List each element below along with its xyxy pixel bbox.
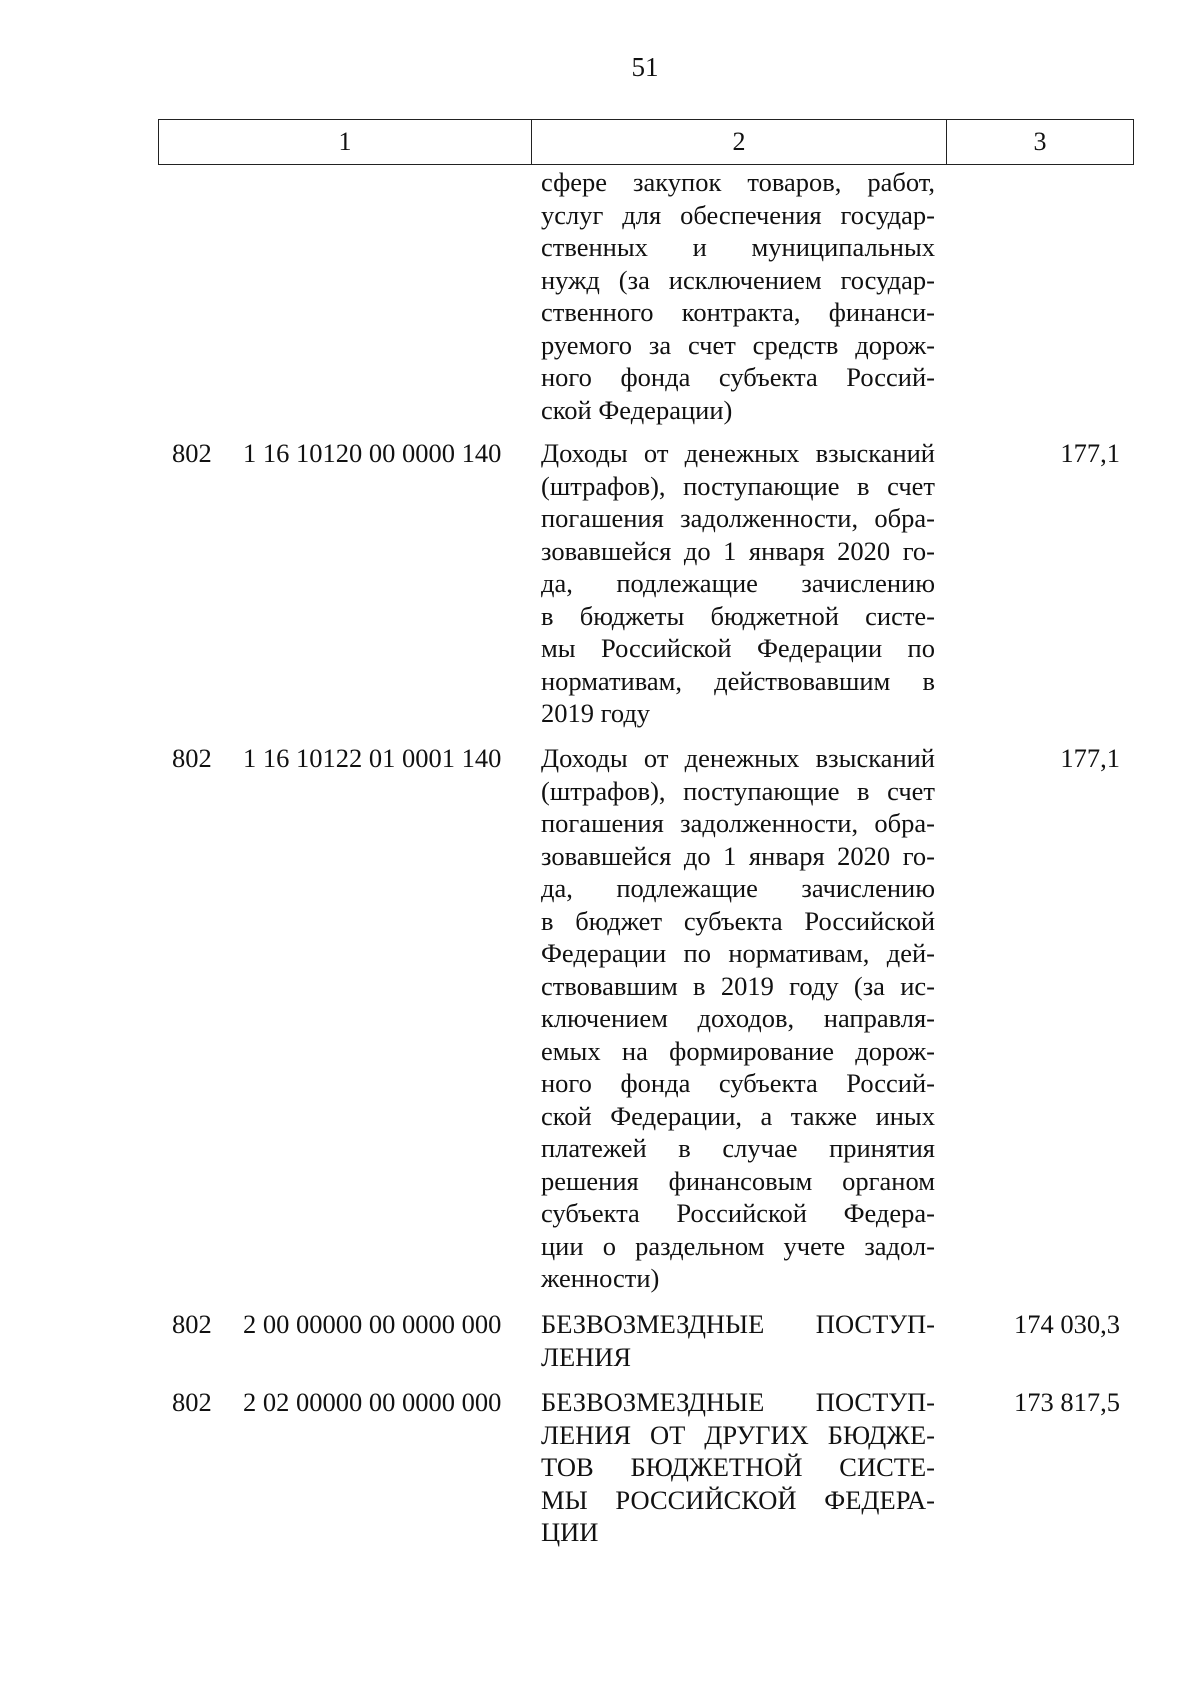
text-line: 2019 году [541,698,651,728]
admin-code: 802 [172,438,212,468]
amount: 177,1 [1060,743,1120,773]
text-line: ской Федерации, а также иных [541,1100,935,1131]
row-description [541,437,935,730]
text-line: ственных и муниципальных [541,232,935,262]
text-line: решения финансовым органом [541,1165,935,1196]
text-line: зовавшейся до 1 января 2020 го- [541,535,935,566]
kbk-code: 2 02 00000 00 0000 000 [243,1387,502,1417]
text-line: Доходы от денежных взысканий [541,743,935,773]
text-line: да, подлежащие зачислению [541,873,935,903]
text-line: ного фонда субъекта Россий- [541,1068,935,1098]
amount: 174 030,3 [1014,1309,1120,1339]
text-line: платежей в случае принятия [541,1133,935,1163]
text-line: в бюджеты бюджетной систе- [541,600,935,631]
text-line: ции о раздельном учете задол- [541,1230,935,1261]
admin-code: 802 [172,743,212,773]
text-line: емых на формирование дорож- [541,1035,935,1066]
text-line: БЕЗВОЗМЕЗДНЫЕ ПОСТУП- [541,1309,935,1339]
header-col-1: 1 [159,120,532,164]
text-line: ЦИИ [541,1517,599,1547]
continuation-text [541,166,935,426]
admin-code: 802 [172,1309,212,1339]
text-line: нормативам, действовавшим в [541,665,935,696]
text-line: ЛЕНИЯ ОТ ДРУГИХ БЮДЖЕ- [541,1419,935,1450]
text-line: субъекта Российской Федера- [541,1198,935,1228]
text-line: ской Федерации) [541,394,733,425]
text-line: ключением доходов, направля- [541,1003,935,1033]
text-line: сфере закупок товаров, работ, [541,167,935,197]
text-line: услуг для обеспечения государ- [541,199,935,230]
text-line: ЛЕНИЯ [541,1341,632,1372]
text-line: да, подлежащие зачислению [541,568,935,598]
admin-code: 802 [172,1387,212,1417]
text-line: Федерации по нормативам, дей- [541,938,935,968]
text-line: ственного контракта, финанси- [541,297,935,327]
text-line: нужд (за исключением государ- [541,264,935,295]
text-line: ТОВ БЮДЖЕТНОЙ СИСТЕ- [541,1452,935,1482]
row-description [541,1308,935,1373]
text-line: БЕЗВОЗМЕЗДНЫЕ ПОСТУП- [541,1387,935,1417]
header-col-3: 3 [1033,127,1047,156]
kbk-code: 2 00 00000 00 0000 000 [243,1309,502,1339]
text-line: (штрафов), поступающие в счет [541,470,935,501]
text-line: в бюджет субъекта Российской [541,905,935,936]
text-line: погашения задолженности, обра- [541,503,935,533]
text-line: руемого за счет средств дорож- [541,329,935,360]
row-description [541,1386,935,1549]
table-header [158,119,1134,165]
text-line: ного фонда субъекта Россий- [541,362,935,392]
text-line: женности) [541,1263,660,1293]
text-line: зовавшейся до 1 января 2020 го- [541,840,935,871]
text-line: МЫ РОССИЙСКОЙ ФЕДЕРА- [541,1484,935,1515]
kbk-code: 1 16 10122 01 0001 140 [243,743,502,773]
page-number: 51 [631,52,659,82]
text-line: погашения задолженности, обра- [541,808,935,838]
amount: 173 817,5 [1014,1387,1120,1417]
text-line: мы Российской Федерации по [541,633,935,663]
amount: 177,1 [1060,438,1120,468]
text-line: ствовавшим в 2019 году (за ис- [541,970,935,1001]
header-col-2: 2 [532,120,947,164]
text-line: Доходы от денежных взысканий [541,438,935,468]
text-line: (штрафов), поступающие в счет [541,775,935,806]
kbk-code: 1 16 10120 00 0000 140 [243,438,502,468]
row-description [541,742,935,1295]
